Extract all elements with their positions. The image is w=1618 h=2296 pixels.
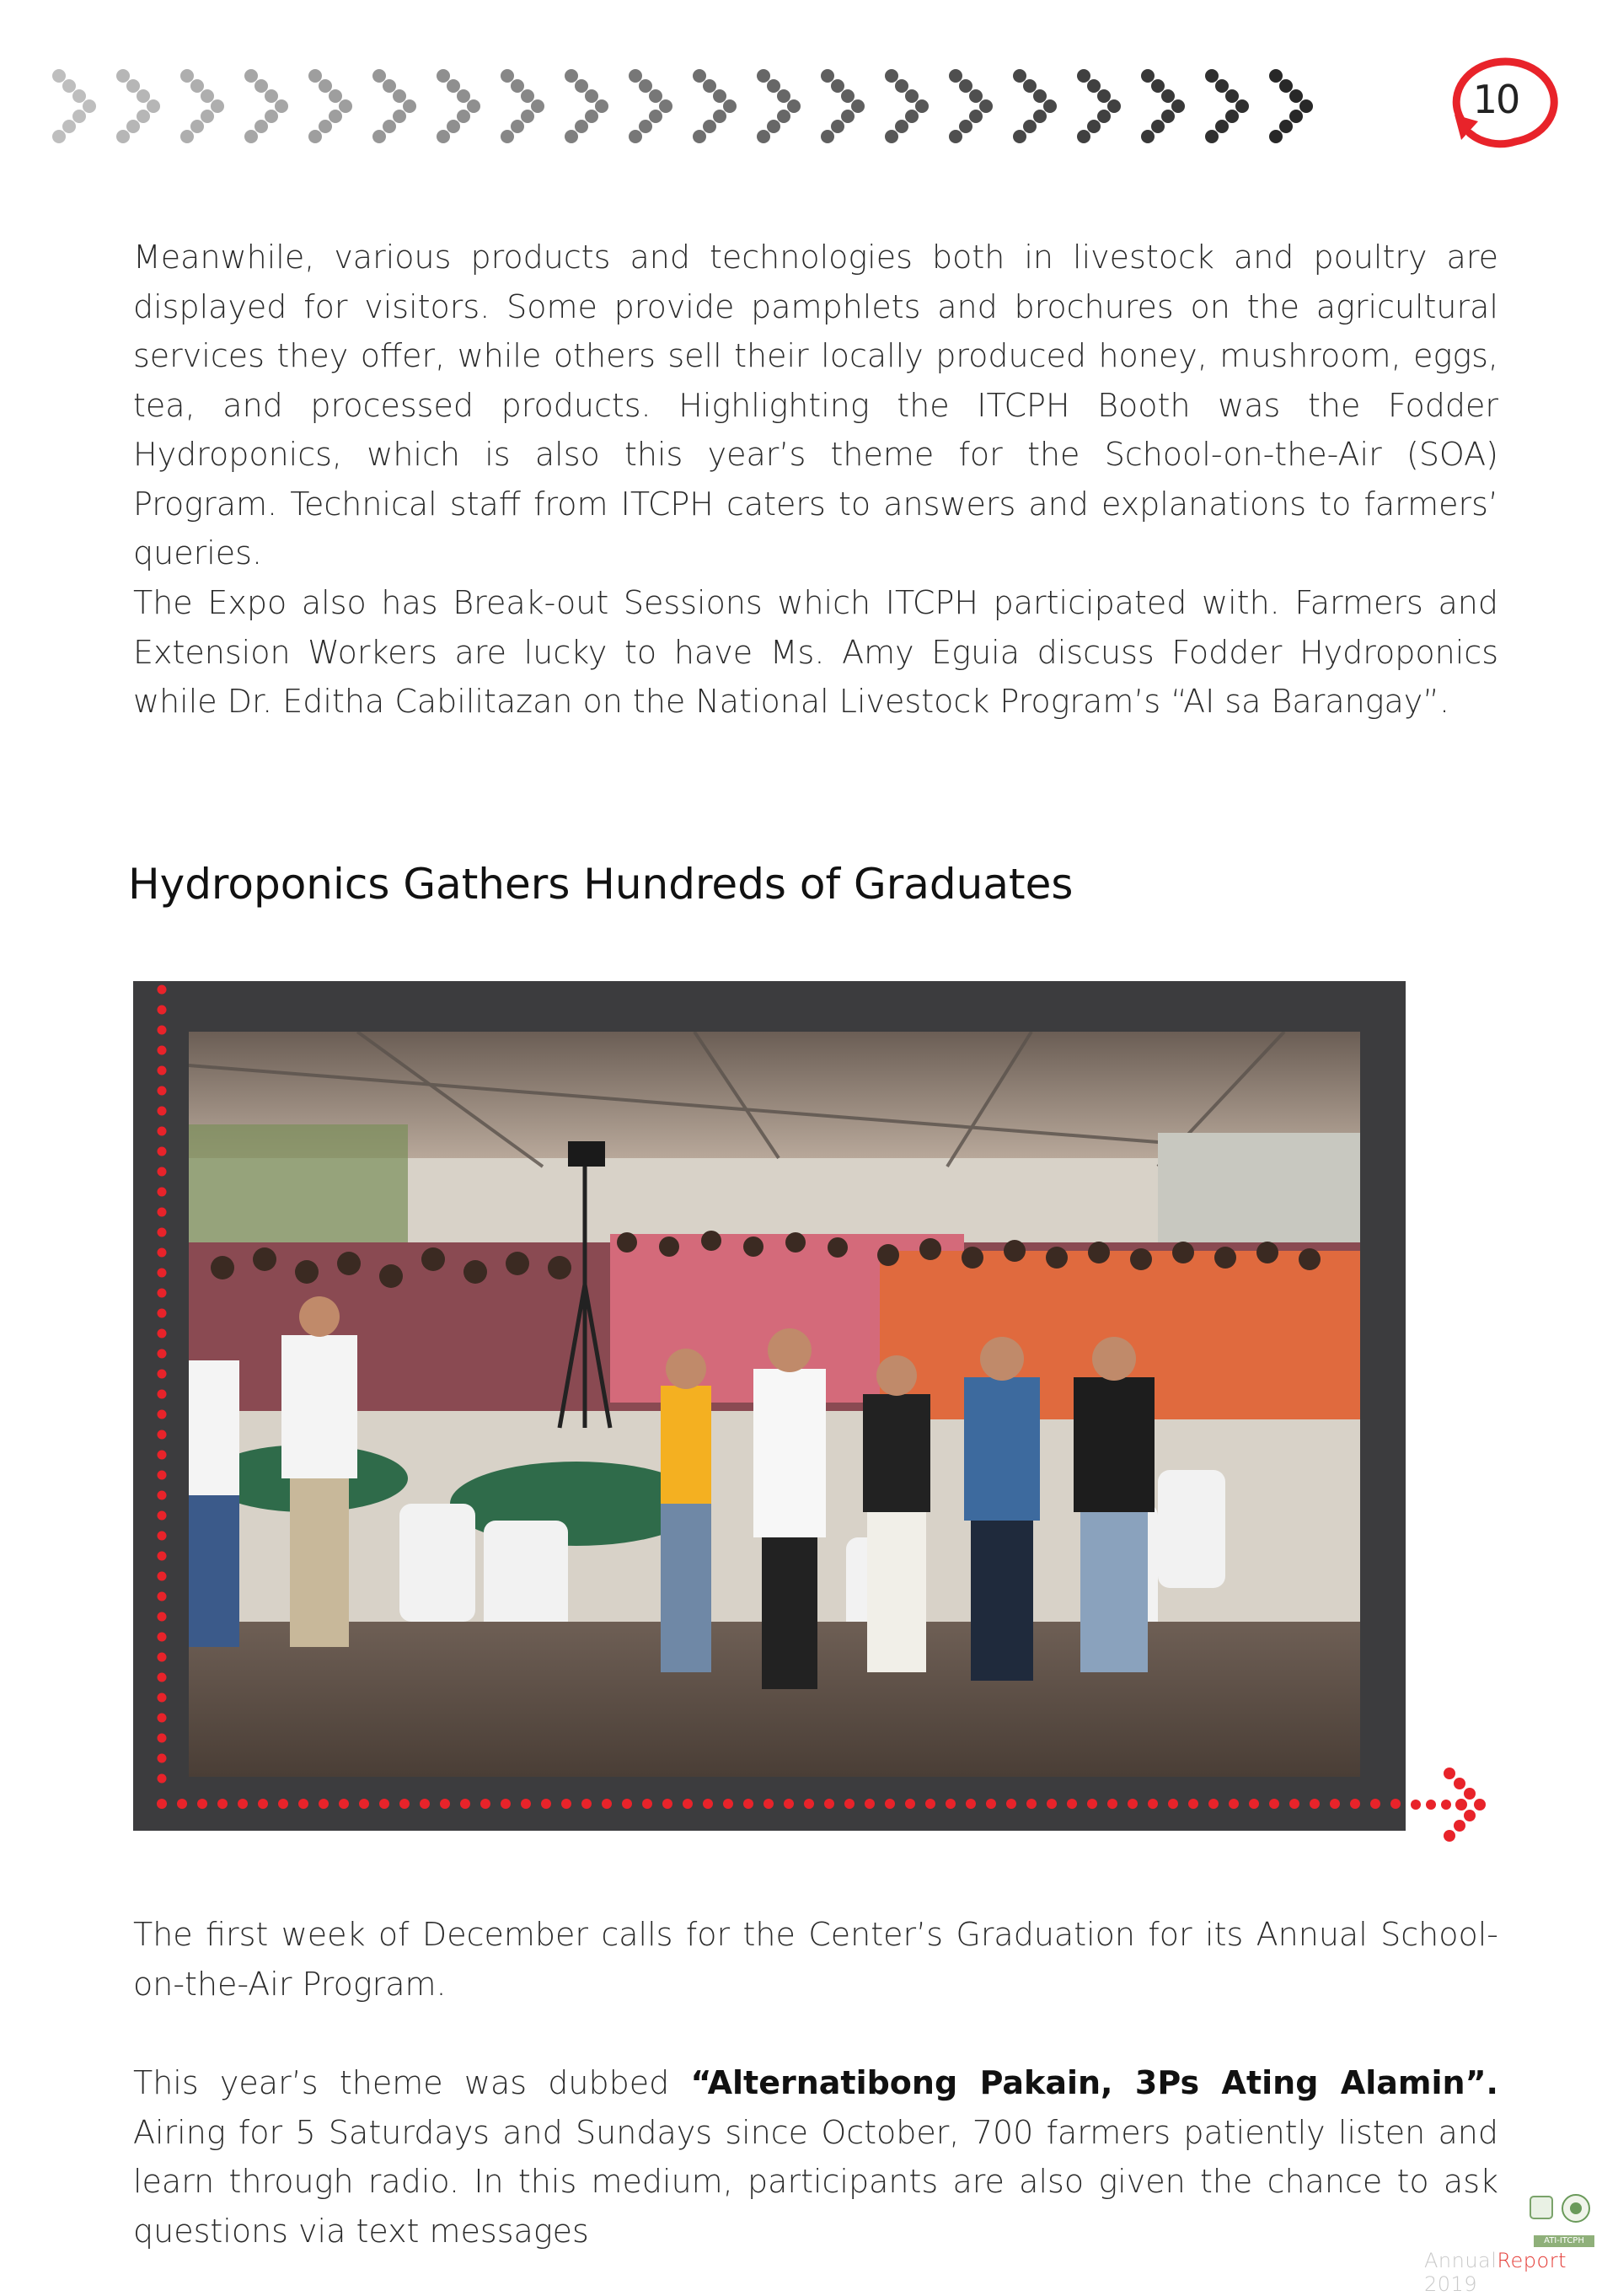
chevron-right-icon bbox=[683, 59, 747, 152]
chevron-right-icon bbox=[490, 59, 555, 152]
dotted-arrow-icon bbox=[1407, 1758, 1500, 1851]
chevron-right-icon bbox=[939, 59, 1003, 152]
chevron-right-icon bbox=[1131, 59, 1195, 152]
chevron-right-icon bbox=[42, 59, 106, 152]
section-heading: Hydroponics Gathers Hundreds of Graduates bbox=[128, 860, 1074, 909]
paragraph-4-intro: This year’s theme was dubbed bbox=[133, 2064, 691, 2101]
chevron-right-icon bbox=[298, 59, 362, 152]
graduation-group-photo bbox=[189, 1032, 1360, 1777]
chevron-right-icon bbox=[619, 59, 683, 152]
chevron-right-icon bbox=[875, 59, 939, 152]
footer bbox=[1424, 2191, 1601, 2296]
chevron-right-icon bbox=[362, 59, 426, 152]
body-paragraph-4 bbox=[133, 2058, 1498, 2256]
chevron-right-icon bbox=[170, 59, 234, 152]
red-dotted-line-vertical bbox=[157, 984, 167, 1794]
agency-logos bbox=[1527, 2191, 1594, 2229]
header-chevron-row bbox=[42, 59, 1306, 152]
red-dotted-line-horizontal bbox=[157, 1795, 1412, 1812]
page-number-badge bbox=[1433, 49, 1559, 150]
chevron-right-icon bbox=[1195, 59, 1259, 152]
paragraph-4-rest: Airing for 5 Saturdays and Sundays since October, 700 farmers patiently listen and learn through radio. In this medium, participants are also given the chance to ask questions via text messages bbox=[133, 2113, 1498, 2250]
body-paragraph-1: Meanwhile, various products and technologies both in livestock and poultry are displayed for visitors. Some provide pamphlets and brochures on the agricultural services they offer, while others sell their locally produced honey, mushroom, eggs, tea, and processed products. Highlighting the ITCPH Booth was the Fodder Hydroponics, which is also this year’s theme for the School-on-the-Air (SOA) Program. Technical staff from ITCPH caters to answers and explanations to farmers’ queries. bbox=[133, 239, 1498, 571]
chevron-right-icon bbox=[1003, 59, 1067, 152]
photo-frame bbox=[133, 981, 1406, 1831]
chevron-right-icon bbox=[234, 59, 298, 152]
report-prefix: Annual bbox=[1424, 2249, 1497, 2272]
chevron-right-icon bbox=[426, 59, 490, 152]
chevron-right-icon bbox=[555, 59, 619, 152]
body-paragraph-2: The Expo also has Break-out Sessions which ITCPH participated with. Farmers and Extension Workers are lucky to have Ms. Amy Eguia discuss Fodder Hydroponics while Dr. Editha Cabilitazan on the National Livestock Program’s “AI sa Barangay”. bbox=[133, 584, 1498, 720]
body-paragraph-3: The first week of December calls for the Center’s Graduation for its Annual School-on-the-Air Program. bbox=[133, 1916, 1498, 2003]
chevron-right-icon bbox=[747, 59, 811, 152]
chevron-right-icon bbox=[1067, 59, 1131, 152]
crowd-photo-illustration bbox=[189, 1032, 1360, 1777]
theme-title: “Alternatibong Pakain, 3Ps Ating Alamin”. bbox=[690, 2064, 1498, 2101]
page-number: 10 bbox=[1472, 77, 1519, 122]
chevron-right-icon bbox=[811, 59, 875, 152]
logo-label: ATI-ITCPH bbox=[1534, 2235, 1594, 2247]
report-year: 2019 bbox=[1424, 2272, 1478, 2296]
chevron-right-icon bbox=[106, 59, 170, 152]
chevron-right-icon bbox=[1259, 59, 1323, 152]
report-accent: Report bbox=[1497, 2249, 1567, 2272]
